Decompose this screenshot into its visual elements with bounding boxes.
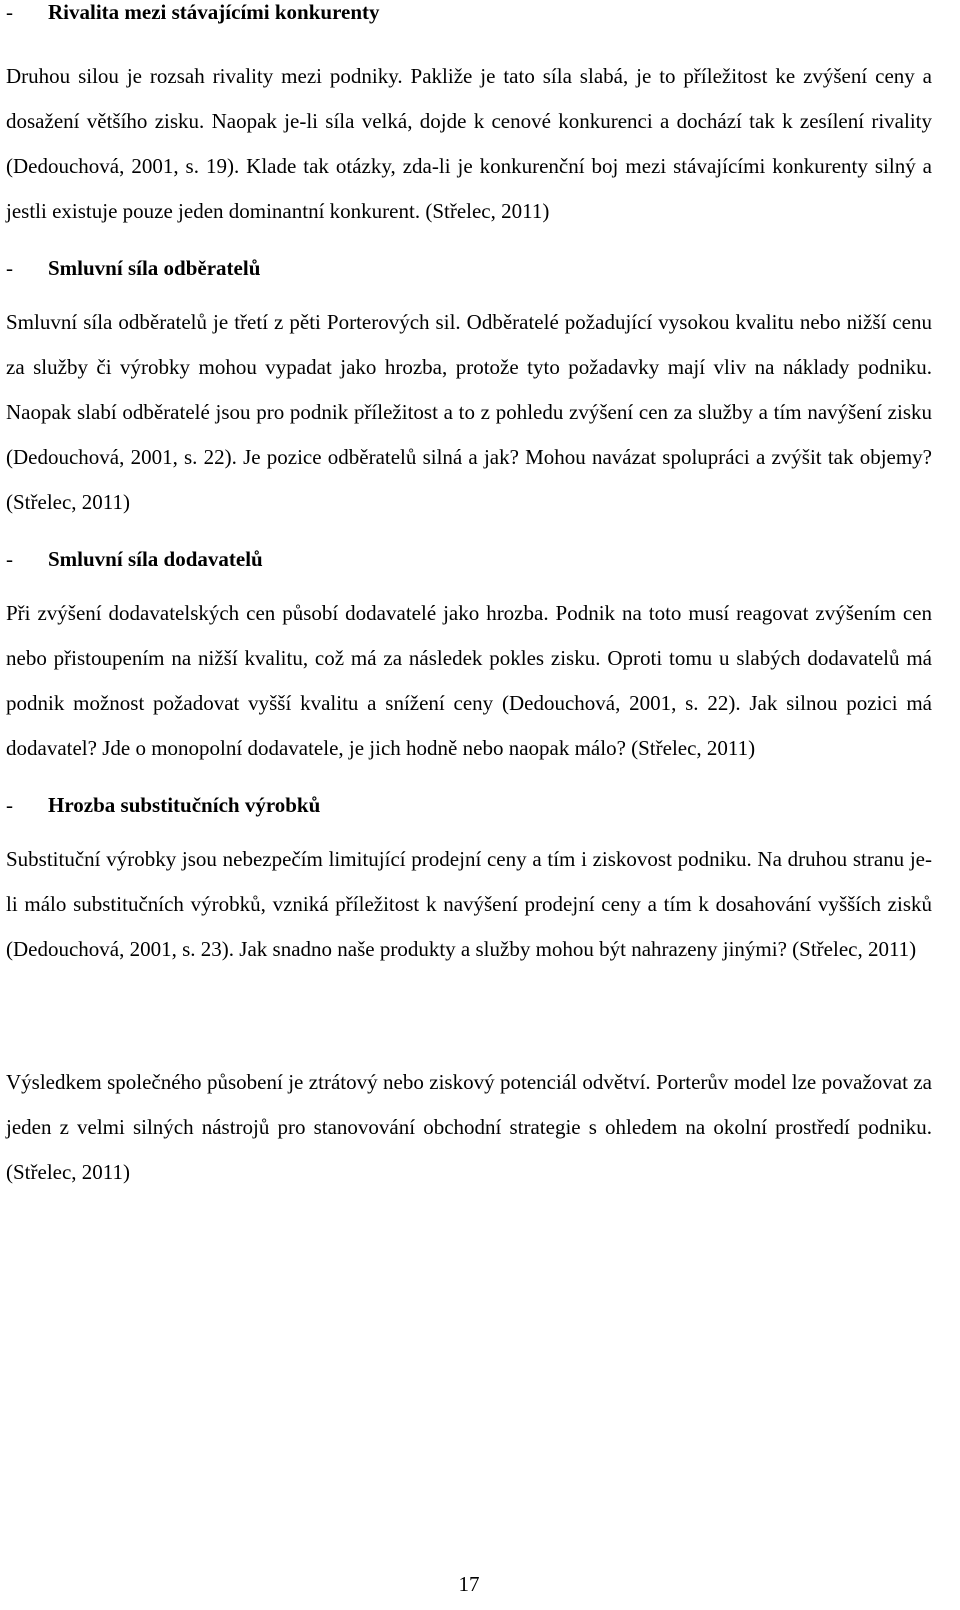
paragraph-substitutes: Substituční výrobky jsou nebezpečím limitující prodejní ceny a tím i ziskovost podniku. Na druhou stranu je-li málo substitučních výrobků, vzniká příležitost k navýšení prodejní ceny a tím k dosahování vyšších zisků (Dedouchová, 2001, s. 23). Jak snadno naše produkty a služby mohou být nahrazeny jinými? (Střelec, 2011) (6, 847, 932, 961)
paragraph-suppliers: Při zvýšení dodavatelských cen působí dodavatelé jako hrozba. Podnik na toto musí reagovat zvýšením cen nebo přistoupením na nižší kvalitu, což má za následek pokles zisku. Oproti tomu u slabých dodavatelů má podnik možnost požadovat vyšší kvalitu a snížení ceny (Dedouchová, 2001, s. 22). Jak silnou pozici má dodavatel? Jde o monopolní dodavatele, je jich hodně nebo naopak málo? (Střelec, 2011) (6, 601, 932, 760)
heading-text: Hrozba substitučních výrobků (48, 793, 321, 817)
document-page (6, 0, 932, 1195)
section-heading-rivalry (6, 0, 932, 24)
heading-text: Smluvní síla dodavatelů (48, 547, 263, 571)
section-heading-buyers (6, 256, 932, 280)
section-heading-substitutes (6, 793, 932, 817)
paragraph-conclusion: Výsledkem společného působení je ztrátový nebo ziskový potenciál odvětví. Porterův model lze považovat za jeden z velmi silných nástrojů pro stanovování obchodní strategie s ohledem na okolní prostředí podniku. (Střelec, 2011) (6, 1070, 932, 1184)
heading-dash: - (6, 793, 13, 817)
heading-text: Smluvní síla odběratelů (48, 256, 261, 280)
paragraph-buyers: Smluvní síla odběratelů je třetí z pěti Porterových sil. Odběratelé požadující vysokou kvalitu nebo nižší cenu za služby či výrobky mohou vypadat jako hrozba, protože tyto požadavky mají vliv na náklady podniku. Naopak slabí odběratelé jsou pro podnik příležitost a to z pohledu zvýšení cen za služby a tím navýšení zisku (Dedouchová, 2001, s. 22). Je pozice odběratelů silná a jak? Mohou navázat spolupráci a zvýšit tak objemy? (Střelec, 2011) (6, 310, 932, 514)
section-heading-suppliers (6, 547, 932, 571)
paragraph-rivalry: Druhou silou je rozsah rivality mezi podniky. Pakliže je tato síla slabá, je to příležitost ke zvýšení ceny a dosažení většího zisku. Naopak je-li síla velká, dojde k cenové konkurenci a dochází tak k zesílení rivality (Dedouchová, 2001, s. 19). Klade tak otázky, zda-li je konkurenční boj mezi stávajícími konkurenty silný a jestli existuje pouze jeden dominantní konkurent. (Střelec, 2011) (6, 64, 932, 223)
heading-dash: - (6, 0, 13, 24)
heading-text: Rivalita mezi stávajícími konkurenty (48, 0, 380, 24)
page-number: 17 (458, 1572, 480, 1596)
heading-dash: - (6, 256, 13, 280)
heading-dash: - (6, 547, 13, 571)
